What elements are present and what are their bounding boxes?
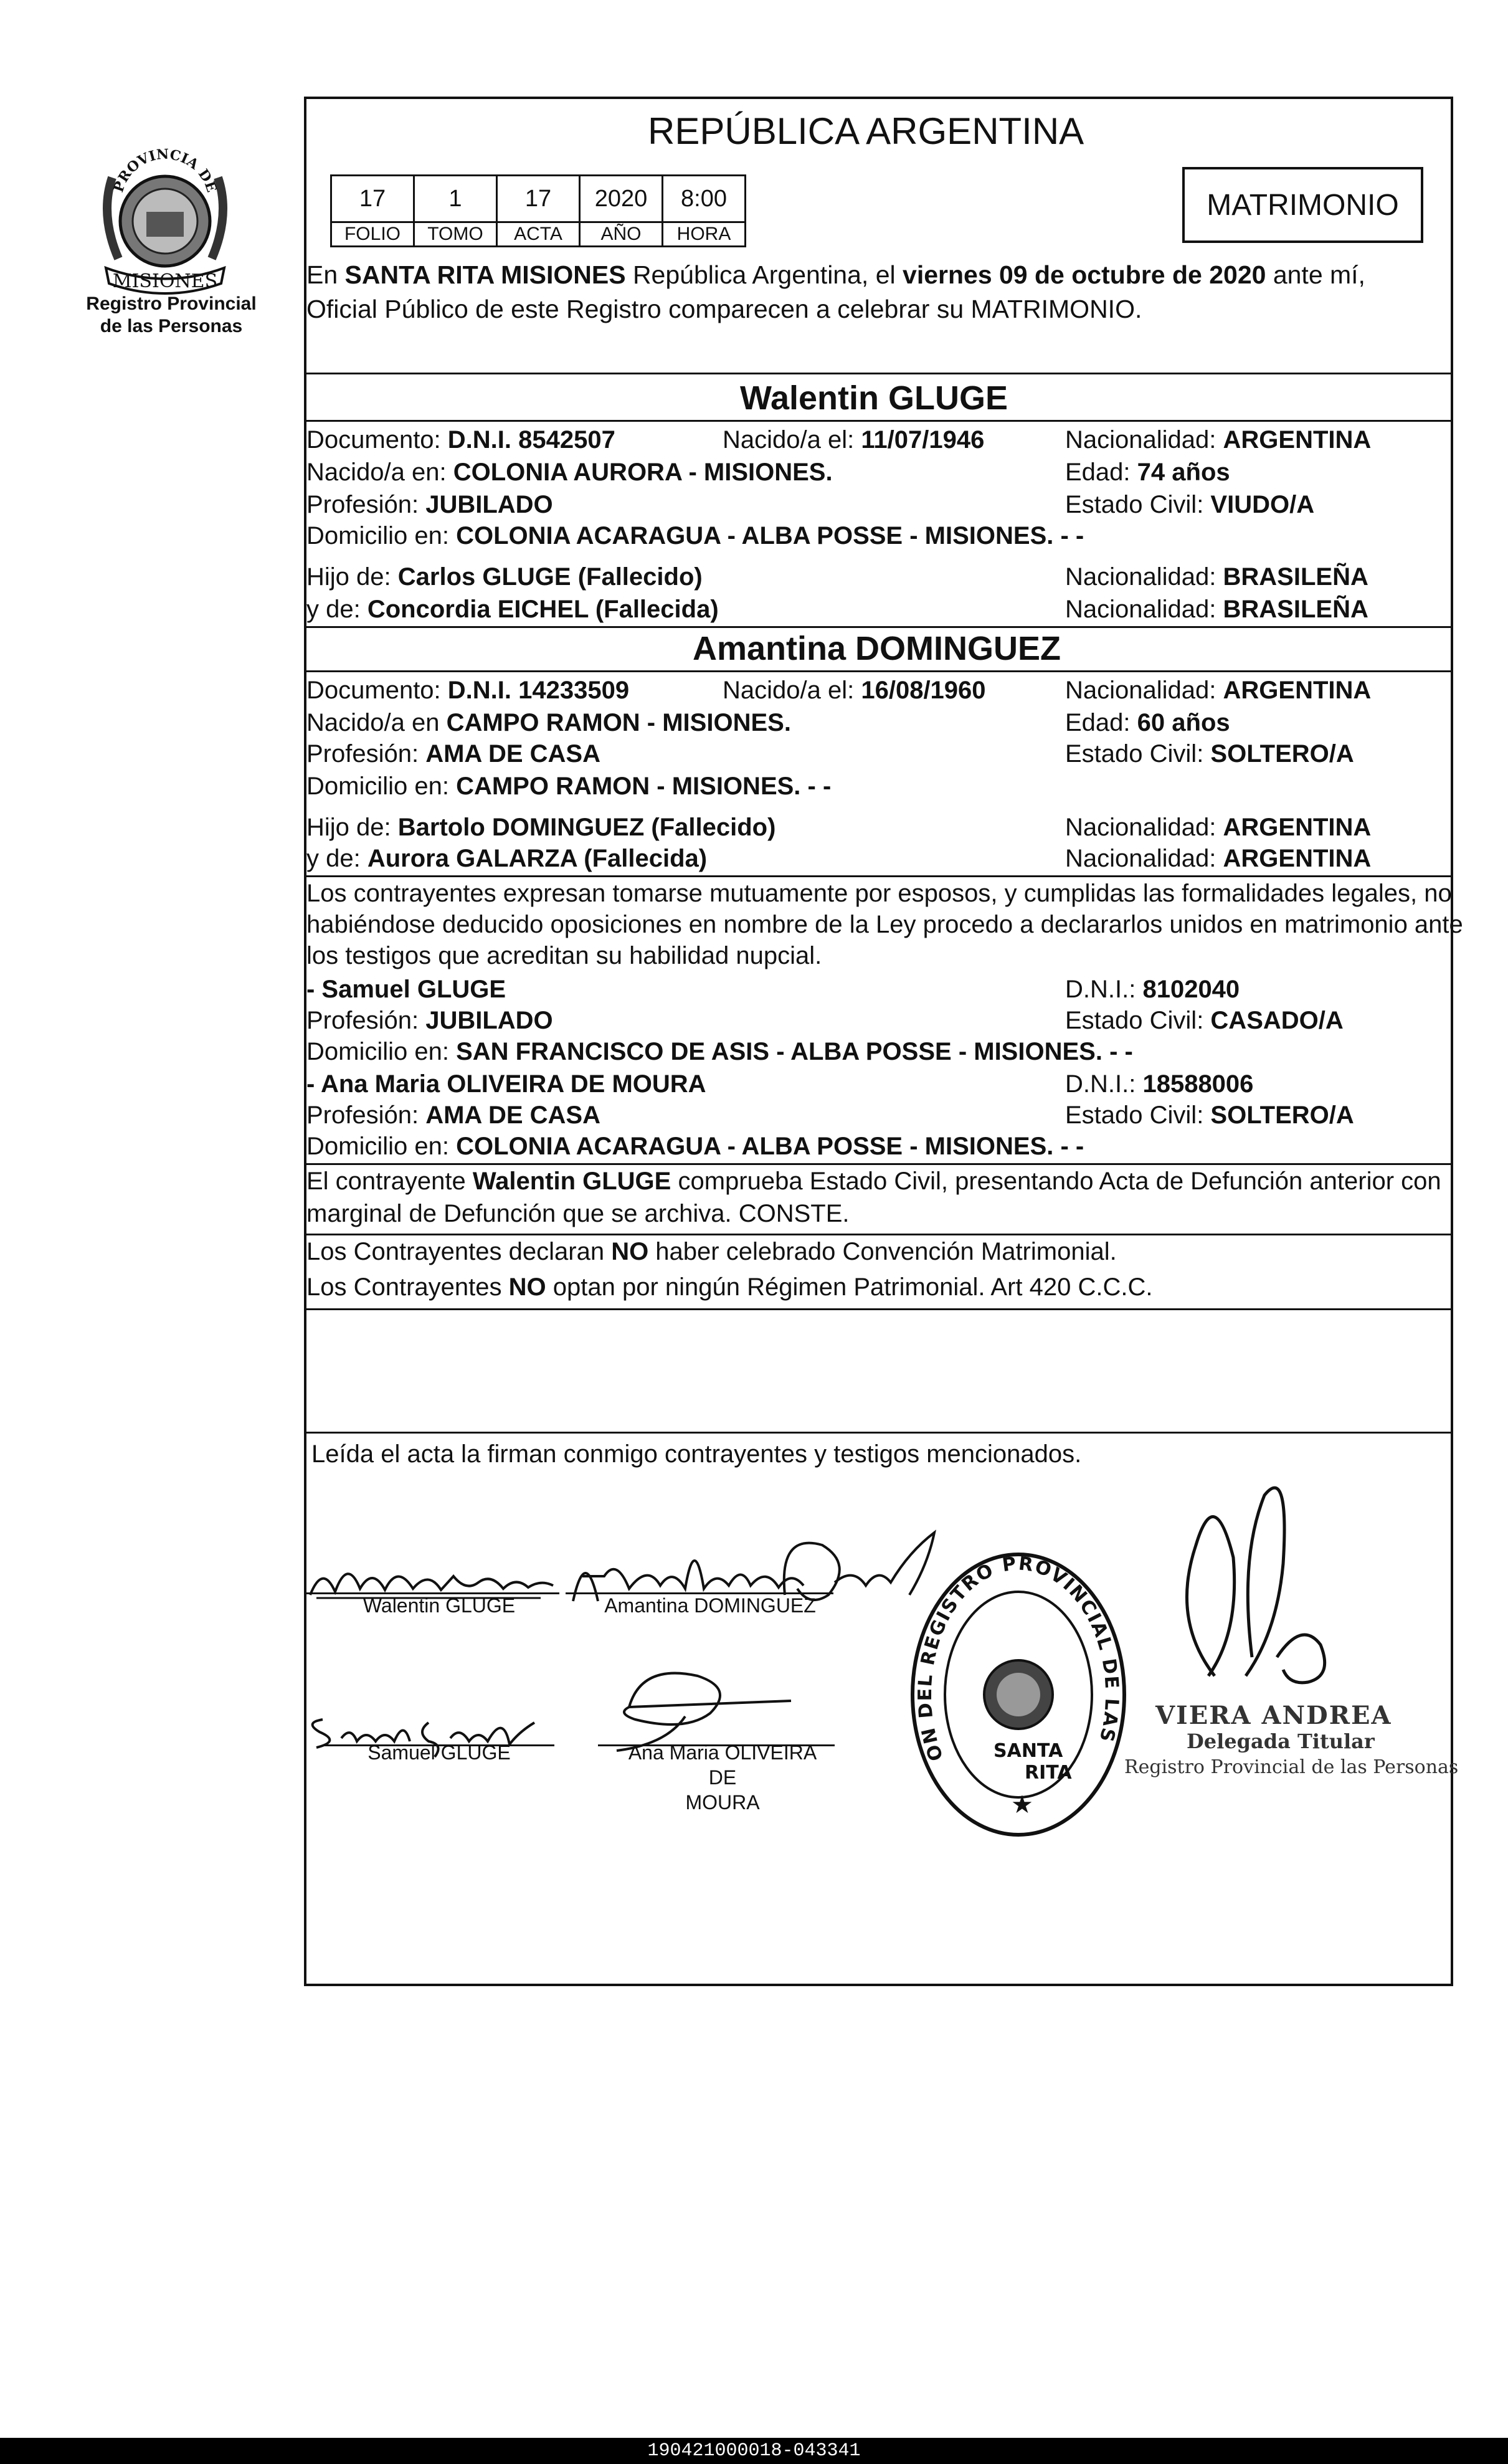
label: Profesión:	[306, 1101, 426, 1129]
label: Nacido/a en	[306, 709, 447, 736]
label: Estado Civil:	[1065, 740, 1211, 768]
value: AMA DE CASA	[425, 1101, 600, 1129]
regime-text: Los Contrayentes declaran	[306, 1238, 612, 1265]
spouse1-mother	[306, 593, 719, 626]
label: Estado Civil:	[1065, 491, 1211, 518]
divider	[304, 1432, 1453, 1434]
label: Nacionalidad:	[1065, 677, 1223, 704]
label: Hijo de:	[306, 563, 398, 591]
regime-line2	[306, 1271, 1153, 1303]
province-emblem	[87, 134, 243, 302]
regime-text: Los Contrayentes	[306, 1273, 509, 1301]
value: D.N.I. 14233509	[447, 677, 630, 704]
label: Domicilio en:	[306, 1038, 457, 1065]
label: Edad:	[1065, 709, 1137, 736]
witness1-profession	[306, 1004, 553, 1037]
document-barcode-text: 190421000018-043341	[0, 2438, 1508, 2464]
witness2-dni	[1065, 1068, 1253, 1100]
spouse2-profession	[306, 738, 600, 770]
label: Hijo de:	[306, 814, 398, 841]
label: Profesión:	[306, 491, 426, 518]
declaration-line3: los testigos que acreditan su habilidad nupcial.	[306, 942, 822, 969]
value: ARGENTINA	[1223, 677, 1372, 704]
intro-line1	[306, 259, 1365, 291]
intro-date: viernes 09 de octubre de 2020	[903, 260, 1266, 289]
label: Estado Civil:	[1065, 1101, 1211, 1129]
declaration-line1: Los contrayentes expresan tomarse mutuamente por esposos, y cumplidas las formalidades legales, no	[306, 880, 1452, 907]
label: y de:	[306, 596, 368, 623]
emblem-icon	[87, 134, 243, 302]
spouse1-father-nationality	[1065, 561, 1368, 593]
note-name: Walentin GLUGE	[472, 1168, 671, 1195]
label: Nacionalidad:	[1065, 563, 1223, 591]
note-text: El contrayente	[306, 1168, 473, 1195]
spouse2-civil-status	[1065, 738, 1354, 770]
folio-value: 17	[331, 176, 414, 222]
spouse1-age	[1065, 456, 1230, 488]
value: COLONIA AURORA - MISIONES.	[453, 459, 833, 486]
label: Documento:	[306, 426, 448, 454]
acta-value: 17	[497, 176, 580, 222]
label: D.N.I.:	[1065, 976, 1143, 1003]
value: 18588006	[1142, 1070, 1254, 1098]
divider	[304, 1308, 1453, 1310]
value: ARGENTINA	[1223, 845, 1372, 872]
witness1-civil-status	[1065, 1004, 1344, 1037]
divider	[304, 420, 1453, 422]
label: Estado Civil:	[1065, 1007, 1211, 1034]
emblem-caption	[84, 293, 258, 338]
spouse1-address	[306, 520, 1084, 552]
seal-icon	[906, 1539, 1131, 1838]
regime-text: optan por ningún Régimen Patrimonial. Art 420 C.C.C.	[546, 1273, 1153, 1301]
spouse1-doc	[306, 424, 615, 456]
svg-text:DELEGACION DEL REGISTRO PROVIN	[906, 1539, 1122, 1764]
regime-no: NO	[611, 1238, 649, 1265]
spouse2-mother-nationality	[1065, 842, 1371, 875]
value: Aurora GALARZA (Fallecida)	[367, 845, 708, 872]
spouse2-name: Amantina DOMINGUEZ	[693, 630, 1061, 667]
witness2-civil-status	[1065, 1099, 1354, 1131]
value: CASADO/A	[1210, 1007, 1344, 1034]
witness1-dni	[1065, 973, 1240, 1006]
signature-caption-1: Walentin GLUGE	[363, 1594, 516, 1617]
closing-text: Leída el acta la firman conmigo contrayentes y testigos mencionados.	[311, 1440, 1082, 1468]
document-title: REPÚBLICA ARGENTINA	[648, 110, 1084, 152]
official-seal	[906, 1539, 1131, 1838]
label: Nacido/a en:	[306, 459, 453, 486]
emblem-ribbon-text: MISIONES	[112, 270, 218, 292]
official-office: Registro Provincial de las Personas	[1124, 1756, 1459, 1778]
label: y de:	[306, 845, 368, 872]
value: 60 años	[1137, 709, 1230, 736]
regime-no: NO	[508, 1273, 546, 1301]
value: SOLTERO/A	[1210, 1101, 1354, 1129]
spouse2-address	[306, 770, 831, 802]
record-type-box: MATRIMONIO	[1182, 167, 1423, 243]
label: Domicilio en:	[306, 522, 457, 549]
note-line2: marginal de Defunción que se archiva. CONSTE.	[306, 1200, 850, 1227]
spouse2-doc	[306, 674, 629, 706]
label: Nacido/a el:	[723, 677, 861, 704]
value: VIUDO/A	[1210, 491, 1315, 518]
spouse2-birthplace	[306, 706, 791, 739]
value: COLONIA ACARAGUA - ALBA POSSE - MISIONES. - -	[456, 1133, 1084, 1160]
spouse1-father	[306, 561, 703, 593]
value: COLONIA ACARAGUA - ALBA POSSE - MISIONES. - -	[456, 522, 1084, 549]
divider	[304, 373, 1453, 374]
spouse1-born	[723, 424, 984, 456]
value: D.N.I. 8542507	[447, 426, 615, 454]
official-title: Delegada Titular	[1187, 1729, 1375, 1753]
label: Domicilio en:	[306, 1133, 457, 1160]
value: ARGENTINA	[1223, 426, 1372, 454]
spouse2-age	[1065, 706, 1230, 739]
witness1-name: - Samuel GLUGE	[306, 976, 506, 1003]
record-grid	[330, 174, 746, 247]
witness2-profession	[306, 1099, 600, 1131]
value: BRASILEÑA	[1223, 563, 1368, 591]
divider	[304, 670, 1453, 672]
value: BRASILEÑA	[1223, 596, 1368, 623]
spouse2-mother	[306, 842, 707, 875]
divider	[304, 626, 1453, 628]
intro-text: En	[306, 260, 345, 289]
spouse2-father-nationality	[1065, 811, 1371, 844]
label: Domicilio en:	[306, 773, 457, 800]
value: ARGENTINA	[1223, 814, 1372, 841]
label: Nacionalidad:	[1065, 596, 1223, 623]
spouse1-nationality	[1065, 424, 1371, 456]
seal-ring-text: ON DEL REGISTRO PROVINCIAL DE LAS	[914, 1553, 1123, 1764]
seal-center-text-1: SANTA	[993, 1740, 1063, 1762]
signature-caption-2: Amantina DOMINGUEZ	[604, 1594, 816, 1617]
signature-caption-4-line1: Ana Maria OLIVEIRA DE	[628, 1741, 817, 1789]
value: JUBILADO	[425, 1007, 553, 1034]
folio-label: FOLIO	[331, 222, 414, 247]
signature-caption-4-line2: MOURA	[685, 1791, 760, 1814]
label: Edad:	[1065, 459, 1137, 486]
value: AMA DE CASA	[425, 740, 600, 768]
label: Documento:	[306, 677, 448, 704]
note-text: comprueba Estado Civil, presentando Acta de Defunción anterior con	[671, 1168, 1441, 1195]
tomo-value: 1	[414, 176, 497, 222]
spouse1-profession	[306, 488, 553, 521]
seal-star-icon: ★	[1011, 1791, 1033, 1819]
value: 16/08/1960	[861, 677, 986, 704]
witness1-address	[306, 1035, 1133, 1068]
label: Nacionalidad:	[1065, 814, 1223, 841]
label: Nacido/a el:	[723, 426, 861, 454]
seal-center-text-2: RITA	[1025, 1762, 1072, 1784]
regime-text: haber celebrado Convención Matrimonial.	[648, 1238, 1117, 1265]
value: CAMPO RAMON - MISIONES. - -	[456, 773, 832, 800]
intro-text: República Argentina, el	[625, 260, 903, 289]
label: Profesión:	[306, 740, 426, 768]
value: Concordia EICHEL (Fallecida)	[367, 596, 719, 623]
value: 8102040	[1142, 976, 1240, 1003]
intro-text: ante mí,	[1266, 260, 1365, 289]
value: CAMPO RAMON - MISIONES.	[446, 709, 791, 736]
anio-value: 2020	[580, 176, 663, 222]
value: Carlos GLUGE (Fallecido)	[397, 563, 703, 591]
value: JUBILADO	[425, 491, 553, 518]
label: D.N.I.:	[1065, 1070, 1143, 1098]
emblem-caption-line2: de las Personas	[100, 316, 243, 336]
witness2-address	[306, 1130, 1084, 1163]
acta-label: ACTA	[497, 222, 580, 247]
regime-line1	[306, 1235, 1117, 1268]
emblem-arc-text: PROVINCIA DE	[110, 146, 220, 194]
note-line1	[306, 1165, 1441, 1197]
value: SOLTERO/A	[1210, 740, 1354, 768]
spouse1-name: Walentin GLUGE	[740, 379, 1008, 417]
spouse2-father	[306, 811, 775, 844]
label: Nacionalidad:	[1065, 845, 1223, 872]
signature-caption-3: Samuel GLUGE	[368, 1741, 511, 1764]
signature-caption-4	[617, 1740, 828, 1815]
value: 74 años	[1137, 459, 1230, 486]
hora-value: 8:00	[663, 176, 746, 222]
value: 11/07/1946	[861, 426, 985, 454]
intro-line2: Oficial Público de este Registro comparecen a celebrar su MATRIMONIO.	[306, 295, 1142, 323]
spouse1-civil-status	[1065, 488, 1314, 521]
declaration-line2: habiéndose deducido oposiciones en nombre de la Ley procedo a declararlos unidos en matrimonio ante	[306, 911, 1463, 938]
anio-label: AÑO	[580, 222, 663, 247]
value: Bartolo DOMINGUEZ (Fallecido)	[397, 814, 776, 841]
label: Nacionalidad:	[1065, 426, 1223, 454]
intro-place: SANTA RITA MISIONES	[344, 260, 626, 289]
official-name: VIERA ANDREA	[1155, 1701, 1392, 1730]
spouse1-mother-nationality	[1065, 593, 1368, 626]
label: Profesión:	[306, 1007, 426, 1034]
tomo-label: TOMO	[414, 222, 497, 247]
spouse2-nationality	[1065, 674, 1371, 706]
spouse1-birthplace	[306, 456, 833, 488]
hora-label: HORA	[663, 222, 746, 247]
spouse2-born	[723, 674, 986, 706]
value: SAN FRANCISCO DE ASIS - ALBA POSSE - MISIONES. - -	[456, 1038, 1133, 1065]
witness2-name: - Ana Maria OLIVEIRA DE MOURA	[306, 1070, 706, 1098]
emblem-caption-line1: Registro Provincial	[86, 293, 257, 314]
official-signature-icon	[1159, 1470, 1408, 1732]
